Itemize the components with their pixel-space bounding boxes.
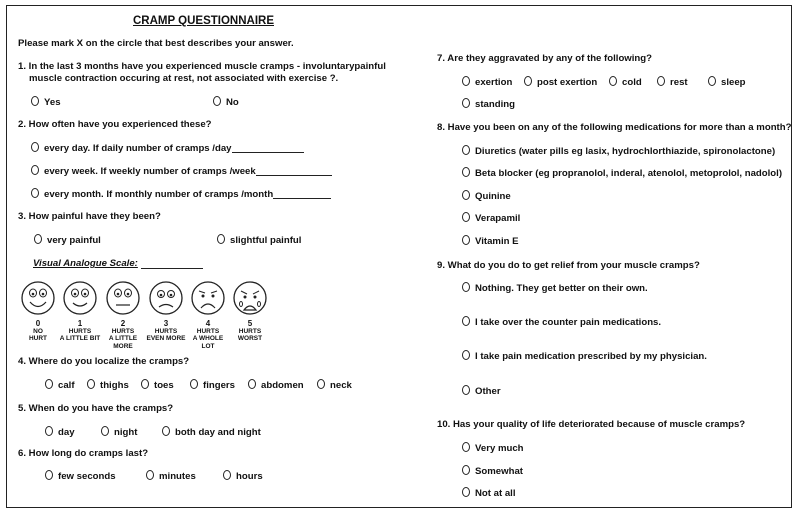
q6-option-seconds[interactable]: few seconds	[45, 470, 116, 483]
radio-circle[interactable]	[462, 145, 470, 155]
q4-option-fingers[interactable]: fingers	[190, 379, 235, 392]
q4-option-calf[interactable]: calf	[45, 379, 75, 392]
radio-circle[interactable]	[462, 282, 470, 292]
q4-option-thighs[interactable]: thighs	[87, 379, 129, 392]
q2-option-week[interactable]: every week. If weekly number of cramps /week	[31, 165, 332, 178]
instruction-text: Please mark X on the circle that best describes your answer.	[18, 38, 294, 49]
radio-circle[interactable]	[217, 234, 225, 244]
radio-circle[interactable]	[462, 465, 470, 475]
face-1-icon[interactable]	[64, 282, 96, 314]
face-4-label: 4 HURTS A WHOLE LOT	[192, 319, 224, 350]
q8-option-diuretics[interactable]: Diuretics (water pills eg lasix, hydrochlorthiazide, spironolactone)	[462, 145, 775, 158]
radio-circle[interactable]	[462, 442, 470, 452]
face-4-icon[interactable]	[192, 282, 224, 314]
radio-circle[interactable]	[31, 142, 39, 152]
q7-option-exertion[interactable]: exertion	[462, 76, 512, 89]
radio-circle[interactable]	[462, 76, 470, 86]
vas-blank-line[interactable]	[141, 258, 203, 269]
face-3-icon[interactable]	[150, 282, 182, 314]
q8-question: 8. Have you been on any of the following medications for more than a month?	[437, 122, 792, 133]
face-0-label: 0 NO HURT	[28, 319, 48, 342]
q7-option-sleep[interactable]: sleep	[708, 76, 746, 89]
q8-option-quinine[interactable]: Quinine	[462, 190, 511, 203]
q3-question: 3. How painful have they been?	[18, 211, 161, 222]
radio-circle[interactable]	[141, 379, 149, 389]
q2-question: 2. How often have you experienced these?	[18, 119, 212, 130]
q10-option-not-at-all[interactable]: Not at all	[462, 487, 516, 500]
q8-option-beta-blocker[interactable]: Beta blocker (eg propranolol, inderal, atenolol, metoprolol, nadolol)	[462, 167, 782, 180]
radio-circle[interactable]	[213, 96, 221, 106]
radio-circle[interactable]	[462, 385, 470, 395]
q7-option-cold[interactable]: cold	[609, 76, 642, 89]
faces-scale	[18, 279, 270, 319]
radio-circle[interactable]	[462, 316, 470, 326]
vas-label: Visual Analogue Scale:	[33, 258, 203, 270]
radio-circle[interactable]	[462, 350, 470, 360]
radio-circle[interactable]	[31, 96, 39, 106]
radio-circle[interactable]	[146, 470, 154, 480]
q10-question: 10. Has your quality of life deteriorated because of muscle cramps?	[437, 419, 746, 430]
face-5-label: 5 HURTS WORST	[237, 319, 263, 342]
blank-line[interactable]	[256, 165, 332, 176]
radio-circle[interactable]	[462, 98, 470, 108]
q6-option-minutes[interactable]: minutes	[146, 470, 196, 483]
q5-option-night[interactable]: night	[101, 426, 137, 439]
radio-circle[interactable]	[462, 212, 470, 222]
q10-option-somewhat[interactable]: Somewhat	[462, 465, 523, 478]
q1-line2: muscle contraction occuring at rest, not associated with exercise ?.	[29, 73, 339, 84]
radio-circle[interactable]	[31, 188, 39, 198]
q4-option-neck[interactable]: neck	[317, 379, 352, 392]
radio-circle[interactable]	[31, 165, 39, 175]
q6-question: 6. How long do cramps last?	[18, 448, 149, 459]
q7-option-standing[interactable]: standing	[462, 98, 515, 111]
face-1-label: 1 HURTS A LITTLE BIT	[59, 319, 101, 342]
q9-option-otc[interactable]: I take over the counter pain medications.	[462, 316, 661, 329]
q4-question: 4. Where do you localize the cramps?	[18, 356, 190, 367]
radio-circle[interactable]	[524, 76, 532, 86]
q8-option-vitamin-e[interactable]: Vitamin E	[462, 235, 519, 248]
face-2-icon[interactable]	[107, 282, 139, 314]
radio-circle[interactable]	[223, 470, 231, 480]
q4-option-abdomen[interactable]: abdomen	[248, 379, 304, 392]
radio-circle[interactable]	[162, 426, 170, 436]
radio-circle[interactable]	[45, 379, 53, 389]
q5-option-day[interactable]: day	[45, 426, 75, 439]
q9-option-other[interactable]: Other	[462, 385, 501, 398]
q2-option-day[interactable]: every day. If daily number of cramps /day	[31, 142, 304, 155]
radio-circle[interactable]	[87, 379, 95, 389]
radio-circle[interactable]	[657, 76, 665, 86]
q7-question: 7. Are they aggravated by any of the following?	[437, 53, 653, 64]
q5-option-both[interactable]: both day and night	[162, 426, 261, 439]
q9-question: 9. What do you do to get relief from your muscle cramps?	[437, 260, 700, 271]
radio-circle[interactable]	[462, 190, 470, 200]
radio-circle[interactable]	[34, 234, 42, 244]
q4-option-toes[interactable]: toes	[141, 379, 174, 392]
radio-circle[interactable]	[609, 76, 617, 86]
blank-line[interactable]	[232, 142, 304, 153]
face-2-label: 2 HURTS A LITTLE MORE	[108, 319, 138, 350]
q5-question: 5. When do you have the cramps?	[18, 403, 174, 414]
blank-line[interactable]	[273, 188, 331, 199]
q9-option-prescribed[interactable]: I take pain medication prescribed by my physician.	[462, 350, 707, 363]
q8-option-verapamil[interactable]: Verapamil	[462, 212, 520, 225]
q6-option-hours[interactable]: hours	[223, 470, 263, 483]
radio-circle[interactable]	[317, 379, 325, 389]
q7-option-post-exertion[interactable]: post exertion	[524, 76, 597, 89]
q3-option-slight[interactable]: slightful painful	[217, 234, 301, 247]
face-0-icon[interactable]	[22, 282, 54, 314]
radio-circle[interactable]	[462, 235, 470, 245]
q2-option-month[interactable]: every month. If monthly number of cramps /month	[31, 188, 331, 201]
face-5-icon[interactable]	[234, 282, 266, 314]
radio-circle[interactable]	[101, 426, 109, 436]
page-title: CRAMP QUESTIONNAIRE	[133, 15, 274, 27]
radio-circle[interactable]	[248, 379, 256, 389]
q1-line1: 1. In the last 3 months have you experienced muscle cramps - involuntarypainful	[18, 61, 386, 72]
radio-circle[interactable]	[708, 76, 716, 86]
q1-option-yes[interactable]: Yes	[31, 96, 61, 109]
face-3-label: 3 HURTS EVEN MORE	[146, 319, 186, 342]
q3-option-very[interactable]: very painful	[34, 234, 101, 247]
radio-circle[interactable]	[462, 167, 470, 177]
radio-circle[interactable]	[190, 379, 198, 389]
q9-option-nothing[interactable]: Nothing. They get better on their own.	[462, 282, 648, 295]
q10-option-very-much[interactable]: Very much	[462, 442, 524, 455]
radio-circle[interactable]	[45, 470, 53, 480]
q1-option-no[interactable]: No	[213, 96, 239, 109]
q7-option-rest[interactable]: rest	[657, 76, 688, 89]
radio-circle[interactable]	[462, 487, 470, 497]
radio-circle[interactable]	[45, 426, 53, 436]
